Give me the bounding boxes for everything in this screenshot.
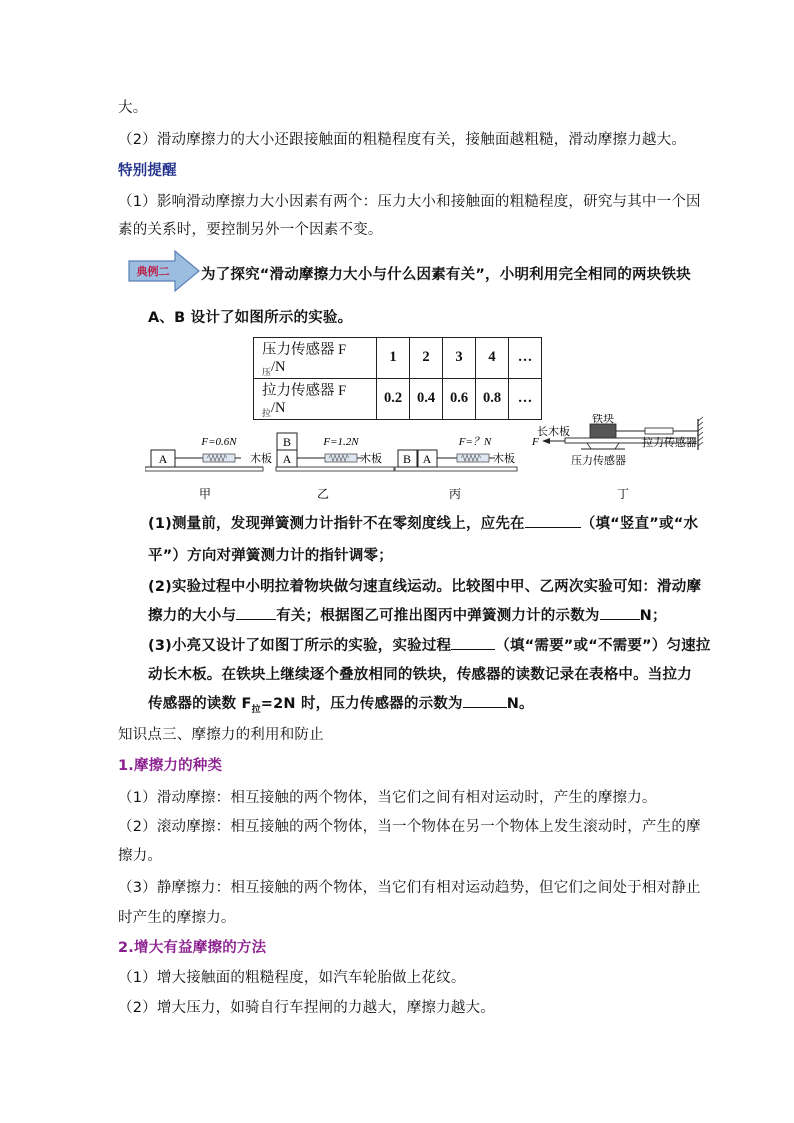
text-line: （2）增大压力，如骑自行车捏闸的力越大，摩擦力越大。 [118,1000,495,1016]
table-cell: 4 [476,338,509,379]
example-question-line: A、B 设计了如图所示的实验。 [148,310,353,326]
special-note-heading: 特别提醒 [118,163,177,179]
table-header-cell: 拉力传感器 $F_拉/N$ [254,378,377,419]
svg-text:拉力传感器: 拉力传感器 [642,437,697,449]
experiment-figure [145,414,715,504]
text-line: 时产生的摩擦力。 [118,910,236,926]
table-cell: … [509,338,542,379]
answer-blank[interactable] [236,605,276,620]
answer-blank[interactable] [463,693,507,708]
svg-text:A: A [158,452,168,466]
svg-text:铁块: 铁块 [592,414,614,425]
setup-bing [395,436,517,501]
svg-text:长木板: 长木板 [537,426,570,438]
table-cell: 1 [377,338,410,379]
svg-text:F: F [532,436,539,448]
svg-text:F=？N: F=？N [458,436,492,448]
text-line: （1）增大接触面的粗糙程度，如汽车轮胎做上花纹。 [118,970,466,986]
table-cell: 3 [443,338,476,379]
sensor-table [253,337,542,420]
text-line: （1）滑动摩擦：相互接触的两个物体，当它们之间有相对运动时，产生的摩擦力。 [118,790,657,806]
svg-text:F=1.2N: F=1.2N [323,436,359,448]
svg-text:B: B [282,435,292,449]
setup-ding [531,414,703,501]
svg-text:木板: 木板 [250,453,272,465]
question-2: (2)实验过程中小明拉着物块做匀速直线运动。比较图中甲、乙两次实验可知：滑动摩 [148,579,702,595]
subsection-heading: 1.摩擦力的种类 [118,758,223,774]
svg-text:F=0.6N: F=0.6N [201,436,237,448]
question-1-cont: 平”）方向对弹簧测力计的指针调零； [148,548,393,564]
svg-text:木板: 木板 [493,453,515,465]
text-line: （2）滚动摩擦：相互接触的两个物体，当一个物体在另一个物体上发生滚动时，产生的摩 [118,819,701,835]
example-arrow-icon [127,249,201,293]
question-3-cont: 动长木板。在铁块上继续逐个叠放相同的铁块，传感器的读数记录在表格中。当拉力 [148,667,692,683]
answer-blank[interactable] [525,513,581,528]
caption-yi: 乙 [316,487,330,501]
setup-yi [276,433,394,501]
caption-ding: 丁 [616,487,630,501]
example-label: 典例二 [136,266,170,278]
table-cell: 2 [410,338,443,379]
caption-jia: 甲 [198,487,212,501]
table-row [254,338,542,379]
question-3: (3)小亮又设计了如图丁所示的实验，实验过程 （填“需要”或“不需要”）匀速拉 [148,634,711,655]
table-cell: 0.2 [377,378,410,419]
table-cell: 0.8 [476,378,509,419]
table-header-cell: 压力传感器 $F_压/N$ [254,338,377,379]
question-2-cont: 擦力的大小与 有关；根据图乙可推出图丙中弹簧测力计的示数为 N； [148,604,667,625]
answer-blank[interactable] [600,605,640,620]
table-cell: 0.6 [443,378,476,419]
svg-text:A: A [422,452,432,466]
svg-text:木板: 木板 [360,453,382,465]
text-line: （1）影响滑动摩擦力大小因素有两个：压力大小和接触面的粗糙程度，研究与其中一个因 [118,194,701,210]
text-line: 擦力。 [118,848,163,864]
table-cell: … [509,378,542,419]
subsection-heading: 2.增大有益摩擦的方法 [118,940,267,956]
text-line: 大。 [118,100,148,116]
svg-text:A: A [282,452,292,466]
text-line: （2）滑动摩擦力的大小还跟接触面的粗糙程度有关，接触面越粗糙，滑动摩擦力越大。 [118,132,687,148]
svg-text:B: B [402,452,412,466]
caption-bing: 丙 [448,487,462,501]
example-question-line: 为了探究“滑动摩擦力大小与什么因素有关”，小明利用完全相同的两块铁块 [201,267,691,283]
question-1: (1)测量前，发现弹簧测力计指针不在零刻度线上，应先在 （填“竖直”或“水 [148,512,698,533]
question-3-cont: 传感器的读数 $F_拉=2N$ 时，压力传感器的示数为 N。 [148,692,534,715]
svg-text:压力传感器: 压力传感器 [571,455,626,467]
setup-jia [145,436,272,501]
text-line: 素的关系时，要控制另外一个因素不变。 [118,222,383,238]
table-cell: 0.4 [410,378,443,419]
text-line: （3）静摩擦力：相互接触的两个物体，当它们有相对运动趋势，但它们之间处于相对静止 [118,880,701,896]
answer-blank[interactable] [451,635,495,650]
section-title: 知识点三、摩擦力的利用和防止 [118,727,324,743]
